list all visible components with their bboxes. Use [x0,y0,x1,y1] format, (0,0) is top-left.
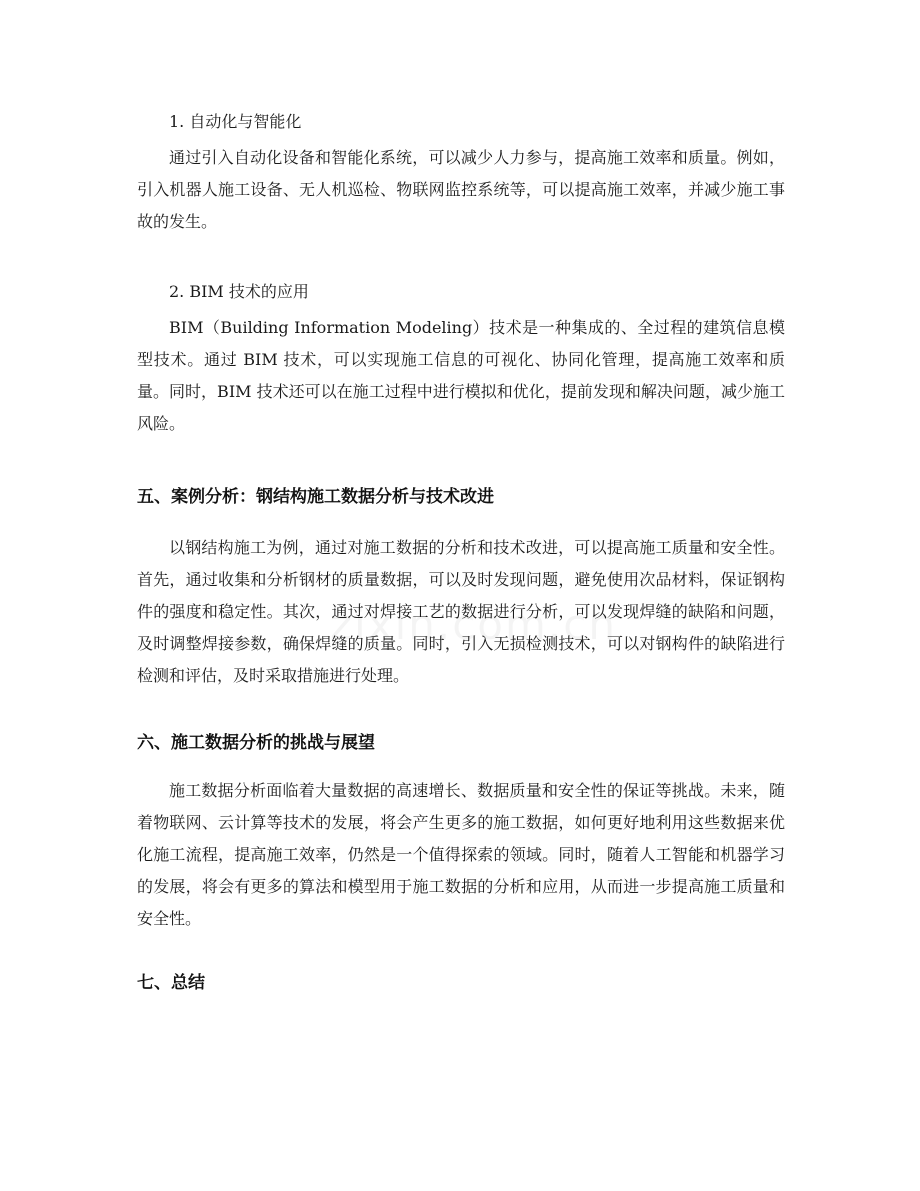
paragraph-bim: BIM（Building Information Modeling）技术是一种集成的、全过程的建筑信息模型技术。通过 BIM 技术，可以实现施工信息的可视化、协同化管理，提高施工效率和质量。同时，BIM 技术还可以在施工过程中进行模拟和优化，提前发现和解决问题，减少施工风险。 [137,318,785,433]
heading-case-analysis: 五、案例分析：钢结构施工数据分析与技术改进 [137,487,494,507]
heading-challenges: 六、施工数据分析的挑战与展望 [137,733,375,753]
subheading-bim: 2. BIM 技术的应用 [169,282,309,301]
heading-summary: 七、总结 [137,973,205,993]
paragraph-challenges: 施工数据分析面临着大量数据的高速增长、数据质量和安全性的保证等挑战。未来，随着物联网、云计算等技术的发展，将会产生更多的施工数据，如何更好地利用这些数据来优化施工流程，提高施工效率，仍然是一个值得探索的领域。同时，随着人工智能和机器学习的发展，将会有更多的算法和模型用于施工数据的分析和应用，从而进一步提高施工质量和安全性。 [137,781,785,928]
paragraph-case-analysis: 以钢结构施工为例，通过对施工数据的分析和技术改进，可以提高施工质量和安全性。首先，通过收集和分析钢材的质量数据，可以及时发现问题，避免使用次品材料，保证钢构件的强度和稳定性。其次，通过对焊接工艺的数据进行分析，可以发现焊缝的缺陷和问题，及时调整焊接参数，确保焊缝的质量。同时，引入无损检测技术，可以对钢构件的缺陷进行检测和评估，及时采取措施进行处理。 [137,538,785,685]
subheading-automation: 1. 自动化与智能化 [169,112,302,131]
paragraph-automation: 通过引入自动化设备和智能化系统，可以减少人力参与，提高施工效率和质量。例如，引入机器人施工设备、无人机巡检、物联网监控系统等，可以提高施工效率，并减少施工事故的发生。 [137,148,785,231]
